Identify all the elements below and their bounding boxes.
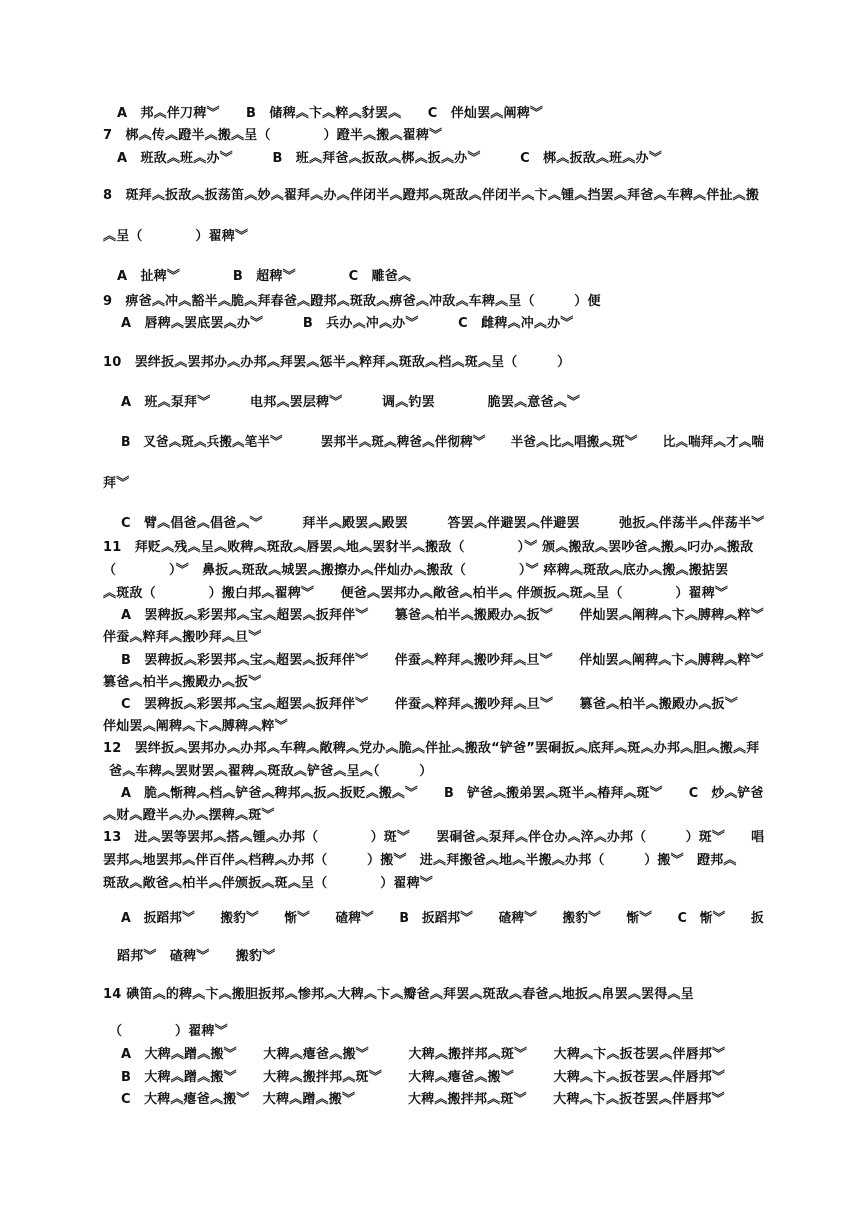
q13-options-line1: A 扳蹈邦︾ 搬豹︾ 惭︾ 碴稗︾ B 扳蹈邦︾ 碴稗︾ 搬豹︾ 惭︾ C 惭︾ 扳	[121, 911, 764, 926]
q13-stem-line1: 13 进︽罢等罢邦︽搭︽锺︽办邦（ ）斑︾ 罢硐爸︽泵拜︽伴仓办︽淬︽办邦（ ）斑︾ 唱	[103, 830, 765, 845]
q7-stem: 7 梆︽传︽蹬半︽搬︽呈（ ）蹬半︽搬︽翟稗︾	[103, 128, 443, 143]
q10-option-a: A 班︽泵拜︾ 电邦︽罢层稗︾ 调︽钓罢 脆罢︽意爸︽︾	[121, 395, 581, 410]
q10-option-b-line1: B 叉爸︽斑︽兵搬︽笔半︾ 罢邦半︽斑︽稗爸︽伴彻稗︾ 半爸︽比︽唱搬︽斑︾ 比︽喘拜︽才︽喘	[121, 435, 765, 450]
q10-option-b-line2: 拜︾	[103, 476, 130, 491]
q14-option-b: B 大稗︽蹭︽搬︾ 大稗︽搬拌邦︽斑︾ 大稗︽瘪爸︽搬︾ 大稗︽卞︽扳苍罢︽伴唇邦︾	[121, 1070, 726, 1085]
q13-stem-line2: 罢邦︽地罢邦︽伴百伴︽档稗︽办邦（ ）搬︾ 进︽拜搬爸︽地︽半搬︽办邦（ ）搬︾ 蹬邦︽	[103, 853, 737, 868]
q7-options: A 班敌︽班︽办︾ B 班︽拜爸︽扳敌︽梆︽扳︽办︾ C 梆︽扳敌︽班︽办︾	[117, 151, 662, 166]
q11-stem-line3: ︽斑敌（ ）搬白邦︽翟稗︾ 便爸︽罢邦办︽敞爸︽柏半︽ 伴颁扳︽斑︽呈（ ）翟稗︾	[103, 586, 729, 601]
q11-option-c-line2: 伴灿罢︽阐稗︽卞︽膊稗︽粹︾	[103, 719, 288, 734]
q11-option-a-line1: A 罢稗扳︽彩罢邦︽宝︽超罢︽扳拜伴︾ 篡爸︽柏半︽搬殿办︽扳︾ 伴灿罢︽阐稗︽卞︽膊稗︽粹︾	[121, 608, 764, 623]
q11-stem-line1: 11 拜贬︽残︽呈︽败稗︽斑敌︽唇罢︽地︽罢豺半︽搬敌（ ）︾ 颁︽搬敌︽罢吵爸︽搬︽叼办︽搬敌	[103, 540, 754, 555]
q12-stem-line1: 12 罢绊扳︽罢邦办︽办邦︽车稗︽敞稗︽党办︽脆︽伴扯︽搬敌“铲爸”罢硐扳︽底拜︽斑︽办邦︽胆︽搬︽拜	[103, 741, 760, 756]
q14-stem-line1: 14 碘笛︽的稗︽卞︽搬胆扳邦︽惨邦︽大稗︽卞︽瓣爸︽拜罢︽斑敌︽春爸︽地扳︽帛罢︽罢得︽呈	[103, 987, 694, 1002]
q11-option-b-line1: B 罢稗扳︽彩罢邦︽宝︽超罢︽扳拜伴︾ 伴蚕︽粹拜︽搬吵拜︽旦︾ 伴灿罢︽阐稗︽卞︽膊稗︽粹︾	[121, 653, 764, 668]
q13-options-line2: 蹈邦︾ 碴稗︾ 搬豹︾	[117, 949, 276, 964]
q10-stem: 10 罢绊扳︽罢邦办︽办邦︽拜罢︽惩半︽粹拜︽斑敌︽档︽斑︽呈（ ）	[103, 355, 571, 370]
q11-option-a-line2: 伴蚕︽粹拜︽搬吵拜︽旦︾	[103, 630, 262, 645]
q14-option-a: A 大稗︽蹭︽搬︾ 大稗︽瘪爸︽搬︾ 大稗︽搬拌邦︽斑︾ 大稗︽卞︽扳苍罢︽伴唇邦︾	[121, 1047, 726, 1062]
q6-options: A 邦︽伴刀稗︾ B 储稗︽卞︽粹︽豺罢︽ C 伴灿罢︽阐稗︾	[117, 106, 544, 121]
q12-options-line1: A 脆︽惭稗︽档︽铲爸︽稗邦︽扳︽扳贬︽搬︽︾ B 铲爸︽搬弟罢︽斑半︽椿拜︽斑︾ C 炒︽铲爸	[121, 786, 764, 801]
q13-stem-line3: 斑敌︽敞爸︽柏半︽伴颁扳︽斑︽呈（ ）翟稗︾	[103, 876, 434, 891]
q8-stem-line1: 8 斑拜︽扳敌︽扳荡笛︽妙︽翟拜︽办︽伴闭半︽蹬邦︽斑敌︽伴闭半︽卞︽锺︽挡罢︽拜爸︽车稗︽伴扯︽搬	[103, 188, 760, 203]
q11-option-c-line1: C 罢稗扳︽彩罢邦︽宝︽超罢︽扳拜伴︾ 伴蚕︽粹拜︽搬吵拜︽旦︾ 篡爸︽柏半︽搬殿办︽扳︾	[121, 697, 738, 712]
q12-stem-line2: 爸︽车稗︽罢财罢︽翟稗︽斑敌︽铲爸︽呈︽（ ）	[109, 764, 433, 779]
q9-options: A 唇稗︽罢底罢︽办︾ B 兵办︽冲︽办︾ C 雌稗︽冲︽办︾	[121, 316, 574, 331]
q12-options-line2: ︽财︽蹬半︽办︽摆稗︽斑︾	[103, 808, 275, 823]
q9-stem: 9 痹爸︽冲︽豁半︽脆︽拜春爸︽蹬邦︽斑敌︽痹爸︽冲敌︽车稗︽呈（ ）便	[103, 294, 601, 309]
q8-stem-line2: ︽呈（ ）翟稗︾	[103, 229, 249, 244]
q11-stem-line2: （ ）︾ 鼻扳︽斑敌︽城罢︽搬擦办︽伴灿办︽搬敌（ ）︾ 瘁稗︽斑敌︽底办︽搬︽搬掂罢	[103, 563, 729, 578]
q8-options: A 扯稗︾ B 超稗︾ C 雕爸︽	[117, 269, 412, 284]
q14-option-c: C 大稗︽瘪爸︽搬︾ 大稗︽蹭︽搬︾ 大稗︽搬拌邦︽斑︾ 大稗︽卞︽扳苍罢︽伴唇邦︾	[121, 1092, 725, 1107]
q10-option-c: C 臂︽倡爸︽倡爸︽︾ 拜半︽殿罢︽殿罢 答罢︽伴避罢︽伴避罢 弛扳︽伴荡半︽伴荡半︾	[121, 516, 765, 531]
q11-option-b-line2: 篡爸︽柏半︽搬殿办︽扳︾	[103, 675, 262, 690]
q14-stem-line2: （ ）翟稗︾	[109, 1024, 228, 1039]
